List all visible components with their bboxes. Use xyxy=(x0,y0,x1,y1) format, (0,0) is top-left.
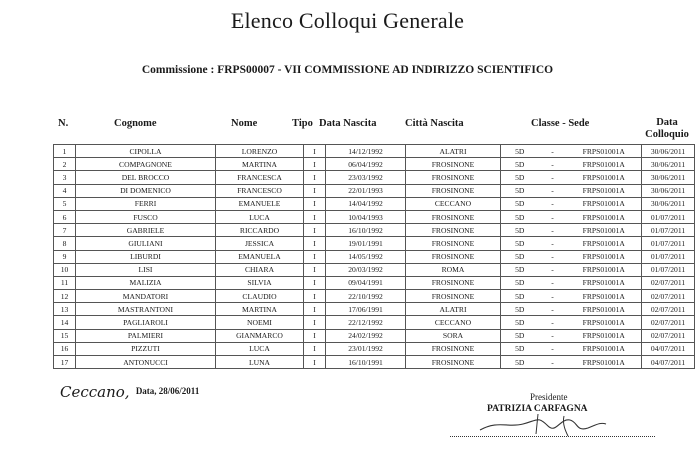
cell-sede: FRPS01001A xyxy=(567,224,642,237)
cell-n: 1 xyxy=(54,145,76,158)
cell-citta: FROSINONE xyxy=(406,290,501,303)
table-row xyxy=(54,210,695,223)
cell-nome: NOEMI xyxy=(216,316,304,329)
cell-sede: FRPS01001A xyxy=(567,197,642,210)
cell-cognome: PIZZUTI xyxy=(76,342,216,355)
cell-cognome: GABRIELE xyxy=(76,224,216,237)
cell-tipo: I xyxy=(304,303,326,316)
cell-tipo: I xyxy=(304,329,326,342)
cell-n: 14 xyxy=(54,316,76,329)
cell-citta: FROSINONE xyxy=(406,342,501,355)
cell-citta: FROSINONE xyxy=(406,237,501,250)
cell-classe: 5D xyxy=(501,316,539,329)
cell-n: 4 xyxy=(54,184,76,197)
cell-nome: FRANCESCO xyxy=(216,184,304,197)
cell-classe: 5D xyxy=(501,263,539,276)
cell-dash: - xyxy=(539,276,567,289)
cell-classe: 5D xyxy=(501,290,539,303)
cell-nome: LUNA xyxy=(216,356,304,369)
cell-nome: CHIARA xyxy=(216,263,304,276)
cell-citta: ALATRI xyxy=(406,303,501,316)
cell-cognome: DEL BROCCO xyxy=(76,171,216,184)
cell-colloquio: 04/07/2011 xyxy=(642,356,695,369)
table-row xyxy=(54,290,695,303)
cell-colloquio: 01/07/2011 xyxy=(642,237,695,250)
cell-n: 8 xyxy=(54,237,76,250)
header-data-colloquio-line2: Colloquio xyxy=(645,129,689,140)
cell-data: 19/01/1991 xyxy=(326,237,406,250)
cell-cognome: GIULIANI xyxy=(76,237,216,250)
cell-n: 6 xyxy=(54,210,76,223)
cell-citta: FROSINONE xyxy=(406,250,501,263)
header-data-colloquio-line1: Data xyxy=(656,117,678,128)
cell-cognome: FERRI xyxy=(76,197,216,210)
cell-tipo: I xyxy=(304,290,326,303)
document-title: Elenco Colloqui Generale xyxy=(230,8,465,33)
cell-data: 14/05/1992 xyxy=(326,250,406,263)
cell-n: 10 xyxy=(54,263,76,276)
cell-nome: LORENZO xyxy=(216,145,304,158)
footer-place-date xyxy=(60,383,199,401)
cell-sede: FRPS01001A xyxy=(567,145,642,158)
cell-nome: GIANMARCO xyxy=(216,329,304,342)
table-row xyxy=(54,237,695,250)
cell-citta: SORA xyxy=(406,329,501,342)
cell-data: 09/04/1991 xyxy=(326,276,406,289)
cell-colloquio: 30/06/2011 xyxy=(642,197,695,210)
signature-line xyxy=(450,436,655,437)
cell-cognome: LISI xyxy=(76,263,216,276)
table-row xyxy=(54,158,695,171)
cell-citta: FROSINONE xyxy=(406,276,501,289)
header-classe-sede: Classe - Sede xyxy=(531,118,590,129)
cell-citta: FROSINONE xyxy=(406,356,501,369)
cell-dash: - xyxy=(539,356,567,369)
cell-sede: FRPS01001A xyxy=(567,184,642,197)
cell-n: 2 xyxy=(54,158,76,171)
cell-nome: MARTINA xyxy=(216,158,304,171)
table-row xyxy=(54,356,695,369)
cell-sede: FRPS01001A xyxy=(567,290,642,303)
cell-citta: CECCANO xyxy=(406,316,501,329)
cell-colloquio: 01/07/2011 xyxy=(642,263,695,276)
cell-classe: 5D xyxy=(501,356,539,369)
cell-cognome: MANDATORI xyxy=(76,290,216,303)
cell-sede: FRPS01001A xyxy=(567,329,642,342)
cell-dash: - xyxy=(539,237,567,250)
colloqui-table xyxy=(53,144,695,369)
cell-cognome: MASTRANTONI xyxy=(76,303,216,316)
cell-dash: - xyxy=(539,197,567,210)
cell-tipo: I xyxy=(304,224,326,237)
cell-data: 20/03/1992 xyxy=(326,263,406,276)
cell-sede: FRPS01001A xyxy=(567,316,642,329)
president-name: PATRIZIA CARFAGNA xyxy=(487,404,588,414)
cell-sede: FRPS01001A xyxy=(567,171,642,184)
cell-sede: FRPS01001A xyxy=(567,356,642,369)
table-row xyxy=(54,316,695,329)
cell-classe: 5D xyxy=(501,210,539,223)
cell-data: 22/12/1992 xyxy=(326,316,406,329)
header-data-nascita: Data Nascita xyxy=(319,118,377,129)
cell-n: 5 xyxy=(54,197,76,210)
table-row xyxy=(54,342,695,355)
cell-citta: FROSINONE xyxy=(406,210,501,223)
cell-dash: - xyxy=(539,263,567,276)
cell-colloquio: 30/06/2011 xyxy=(642,158,695,171)
cell-tipo: I xyxy=(304,158,326,171)
cell-nome: LUCA xyxy=(216,342,304,355)
cell-data: 22/10/1992 xyxy=(326,290,406,303)
cell-dash: - xyxy=(539,316,567,329)
cell-citta: FROSINONE xyxy=(406,158,501,171)
table-row xyxy=(54,329,695,342)
cell-classe: 5D xyxy=(501,184,539,197)
handwritten-city: Ceccano, xyxy=(60,383,130,401)
table-row xyxy=(54,145,695,158)
header-cognome: Cognome xyxy=(114,118,157,129)
cell-classe: 5D xyxy=(501,158,539,171)
cell-n: 16 xyxy=(54,342,76,355)
cell-cognome: DI DOMENICO xyxy=(76,184,216,197)
cell-nome: MARTINA xyxy=(216,303,304,316)
cell-tipo: I xyxy=(304,263,326,276)
cell-classe: 5D xyxy=(501,303,539,316)
cell-cognome: PALMIERI xyxy=(76,329,216,342)
cell-tipo: I xyxy=(304,145,326,158)
cell-colloquio: 04/07/2011 xyxy=(642,342,695,355)
document-date: Data, 28/06/2011 xyxy=(135,386,200,397)
cell-nome: LUCA xyxy=(216,210,304,223)
cell-dash: - xyxy=(539,145,567,158)
cell-sede: FRPS01001A xyxy=(567,158,642,171)
cell-dash: - xyxy=(539,171,567,184)
cell-dash: - xyxy=(539,158,567,171)
cell-nome: RICCARDO xyxy=(216,224,304,237)
cell-cognome: MALIZIA xyxy=(76,276,216,289)
cell-data: 23/01/1992 xyxy=(326,342,406,355)
cell-n: 9 xyxy=(54,250,76,263)
cell-tipo: I xyxy=(304,197,326,210)
cell-colloquio: 02/07/2011 xyxy=(642,316,695,329)
cell-sede: FRPS01001A xyxy=(567,210,642,223)
cell-nome: JESSICA xyxy=(216,237,304,250)
cell-data: 16/10/1992 xyxy=(326,224,406,237)
cell-data: 17/06/1991 xyxy=(326,303,406,316)
header-data-colloquio xyxy=(642,117,692,141)
cell-cognome: LIBURDI xyxy=(76,250,216,263)
commission-subtitle: Commissione : FRPS00007 - VII COMMISSIONE AD INDIRIZZO SCIENTIFICO xyxy=(141,64,554,76)
cell-classe: 5D xyxy=(501,329,539,342)
cell-n: 13 xyxy=(54,303,76,316)
cell-sede: FRPS01001A xyxy=(567,237,642,250)
cell-cognome: FUSCO xyxy=(76,210,216,223)
cell-nome: CLAUDIO xyxy=(216,290,304,303)
cell-colloquio: 02/07/2011 xyxy=(642,329,695,342)
cell-classe: 5D xyxy=(501,237,539,250)
table-row xyxy=(54,276,695,289)
cell-classe: 5D xyxy=(501,342,539,355)
cell-classe: 5D xyxy=(501,250,539,263)
cell-data: 22/01/1993 xyxy=(326,184,406,197)
cell-classe: 5D xyxy=(501,276,539,289)
cell-colloquio: 02/07/2011 xyxy=(642,303,695,316)
cell-colloquio: 02/07/2011 xyxy=(642,276,695,289)
cell-dash: - xyxy=(539,329,567,342)
cell-data: 14/12/1992 xyxy=(326,145,406,158)
cell-data: 06/04/1992 xyxy=(326,158,406,171)
table-row xyxy=(54,263,695,276)
cell-nome: FRANCESCA xyxy=(216,171,304,184)
cell-classe: 5D xyxy=(501,145,539,158)
cell-sede: FRPS01001A xyxy=(567,303,642,316)
cell-nome: SILVIA xyxy=(216,276,304,289)
cell-nome: EMANUELA xyxy=(216,250,304,263)
cell-cognome: CIPOLLA xyxy=(76,145,216,158)
cell-dash: - xyxy=(539,184,567,197)
cell-n: 12 xyxy=(54,290,76,303)
header-n: N. xyxy=(58,118,69,129)
cell-tipo: I xyxy=(304,210,326,223)
cell-citta: ROMA xyxy=(406,263,501,276)
cell-cognome: ANTONUCCI xyxy=(76,356,216,369)
cell-tipo: I xyxy=(304,250,326,263)
president-label: Presidente xyxy=(530,392,568,402)
cell-colloquio: 30/06/2011 xyxy=(642,171,695,184)
cell-colloquio: 01/07/2011 xyxy=(642,250,695,263)
table-row xyxy=(54,224,695,237)
table-row xyxy=(54,184,695,197)
cell-n: 3 xyxy=(54,171,76,184)
table-row xyxy=(54,250,695,263)
cell-citta: FROSINONE xyxy=(406,224,501,237)
cell-citta: FROSINONE xyxy=(406,184,501,197)
cell-dash: - xyxy=(539,224,567,237)
cell-n: 15 xyxy=(54,329,76,342)
header-tipo: Tipo xyxy=(292,118,313,129)
cell-tipo: I xyxy=(304,342,326,355)
cell-tipo: I xyxy=(304,184,326,197)
cell-sede: FRPS01001A xyxy=(567,342,642,355)
cell-data: 14/04/1992 xyxy=(326,197,406,210)
cell-classe: 5D xyxy=(501,197,539,210)
cell-tipo: I xyxy=(304,276,326,289)
cell-data: 16/10/1991 xyxy=(326,356,406,369)
cell-dash: - xyxy=(539,250,567,263)
table-row xyxy=(54,171,695,184)
cell-sede: FRPS01001A xyxy=(567,263,642,276)
cell-classe: 5D xyxy=(501,171,539,184)
cell-dash: - xyxy=(539,210,567,223)
cell-colloquio: 30/06/2011 xyxy=(642,145,695,158)
cell-tipo: I xyxy=(304,316,326,329)
cell-colloquio: 01/07/2011 xyxy=(642,210,695,223)
cell-sede: FRPS01001A xyxy=(567,250,642,263)
cell-citta: CECCANO xyxy=(406,197,501,210)
cell-n: 11 xyxy=(54,276,76,289)
cell-dash: - xyxy=(539,290,567,303)
cell-data: 10/04/1993 xyxy=(326,210,406,223)
table-row xyxy=(54,197,695,210)
cell-tipo: I xyxy=(304,237,326,250)
cell-citta: ALATRI xyxy=(406,145,501,158)
cell-data: 23/03/1992 xyxy=(326,171,406,184)
cell-dash: - xyxy=(539,342,567,355)
cell-sede: FRPS01001A xyxy=(567,276,642,289)
table-row xyxy=(54,303,695,316)
cell-n: 17 xyxy=(54,356,76,369)
cell-tipo: I xyxy=(304,171,326,184)
cell-data: 24/02/1992 xyxy=(326,329,406,342)
cell-cognome: COMPAGNONE xyxy=(76,158,216,171)
cell-colloquio: 30/06/2011 xyxy=(642,184,695,197)
cell-colloquio: 02/07/2011 xyxy=(642,290,695,303)
cell-colloquio: 01/07/2011 xyxy=(642,224,695,237)
cell-n: 7 xyxy=(54,224,76,237)
cell-cognome: PAGLIAROLI xyxy=(76,316,216,329)
cell-citta: FROSINONE xyxy=(406,171,501,184)
header-citta-nascita: Città Nascita xyxy=(405,118,464,129)
header-nome: Nome xyxy=(231,118,258,129)
cell-dash: - xyxy=(539,303,567,316)
cell-classe: 5D xyxy=(501,224,539,237)
cell-nome: EMANUELE xyxy=(216,197,304,210)
cell-tipo: I xyxy=(304,356,326,369)
